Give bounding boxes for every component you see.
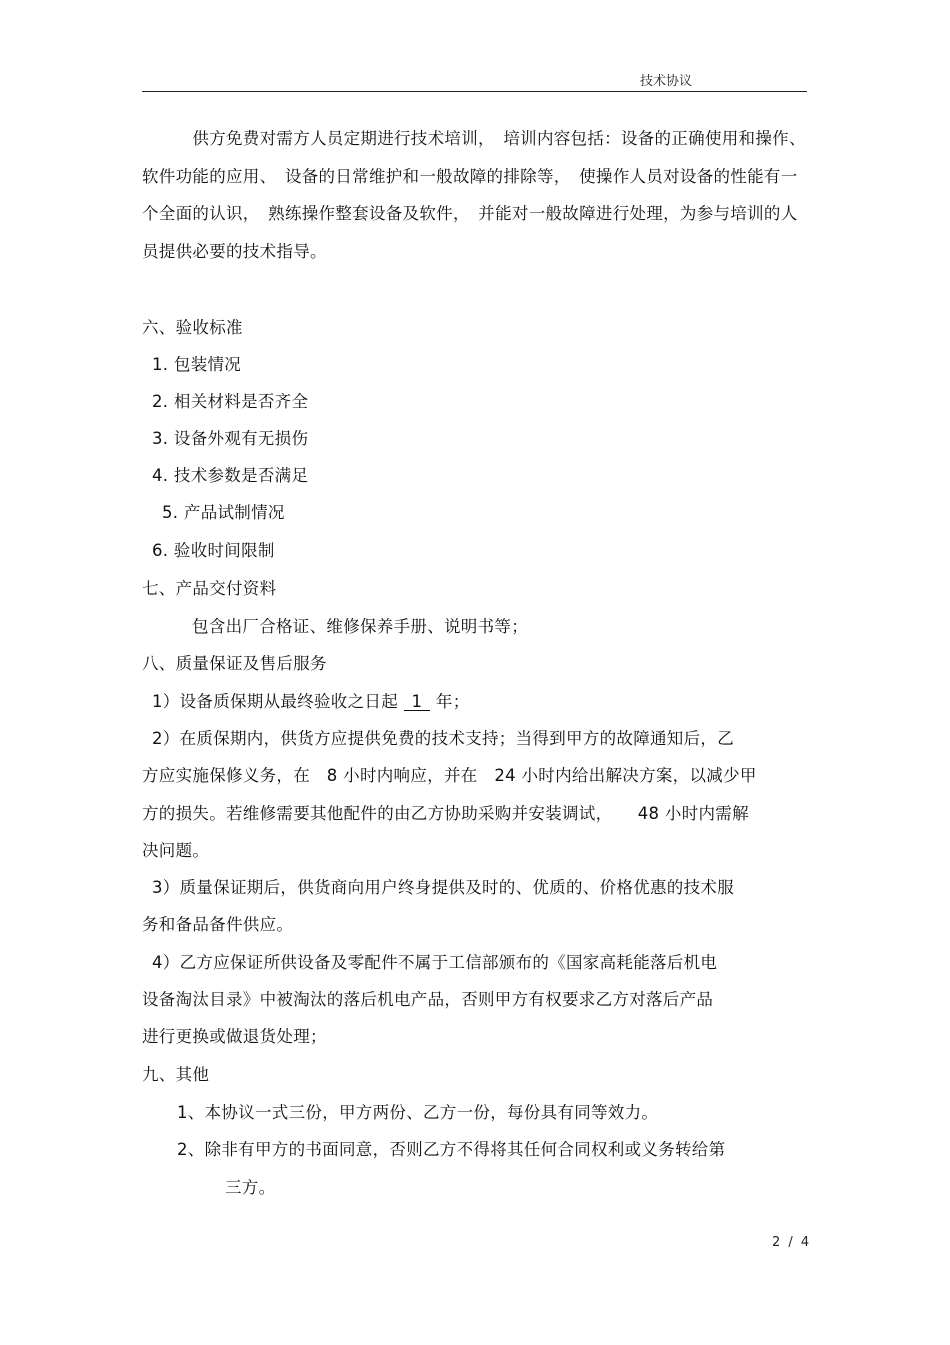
warranty-item-3-line-2: 务和备品备件供应。 (142, 915, 294, 934)
section-heading-other: 九、其他 (142, 1065, 210, 1084)
warranty-item-3-line-1: 3）质量保证期后，供货商向用户终身提供及时的、优质的、价格优惠的技术服 (152, 878, 734, 897)
other-item-2-line-1: 2、除非有甲方的书面同意，否则乙方不得将其任何合同权利或义务转给第 (177, 1140, 726, 1159)
list-item: 2. 相关材料是否齐全 (152, 392, 309, 411)
warranty-period-value: 1 (404, 694, 431, 711)
section-heading-acceptance: 六、验收标准 (142, 318, 243, 337)
warranty-item-4-line-3: 进行更换或做退货处理； (142, 1027, 327, 1046)
warranty-item-2-line-1: 2）在质保期内，供货方应提供免费的技术支持；当得到甲方的故障通知后，乙 (152, 729, 734, 748)
section-heading-delivery: 七、产品交付资料 (142, 579, 277, 598)
delivery-text: 包含出厂合格证、维修保养手册、说明书等； (192, 617, 528, 636)
section-heading-warranty: 八、质量保证及售后服务 (142, 654, 327, 673)
warranty-item-4-line-1: 4）乙方应保证所供设备及零配件不属于工信部颁布的《国家高耗能落后机电 (152, 953, 718, 972)
list-item: 3. 设备外观有无损伤 (152, 429, 309, 448)
list-item: 1. 包装情况 (152, 355, 242, 374)
warranty-item-2-line-4: 决问题。 (142, 841, 210, 860)
other-item-2-line-2: 三方。 (225, 1178, 276, 1197)
list-item: 5. 产品试制情况 (162, 503, 285, 522)
header-rule (142, 91, 807, 92)
other-item-1: 1、本协议一式三份，甲方两份、乙方一份，每份具有同等效力。 (177, 1103, 659, 1122)
warranty-item-1-suffix: 年； (435, 692, 470, 711)
page-number: 2 / 4 (772, 1235, 812, 1250)
warranty-item-1 (152, 688, 470, 712)
list-item: 6. 验收时间限制 (152, 541, 275, 560)
warranty-item-2-line-2: 方应实施保修义务，在 8 小时内响应，并在 24 小时内给出解决方案，以减少甲 (142, 766, 757, 785)
warranty-item-4-line-2: 设备淘汰目录》中被淘汰的落后机电产品，否则甲方有权要求乙方对落后产品 (142, 990, 714, 1009)
training-paragraph: 供方免费对需方人员定期进行技术培训， 培训内容包括：设备的正确使用和操作、软件功能的应用、 设备的日常维护和一般故障的排除等， 使操作人员对设备的性能有一个全面的认识， 熟练操作整套设备及软件， 并能对一般故障进行处理，为参与培训的人员提供必要的技术指导。 (142, 129, 806, 261)
list-item: 4. 技术参数是否满足 (152, 466, 309, 485)
header-title: 技术协议 (640, 74, 693, 89)
warranty-item-1-text: 1）设备质保期从最终验收之日起 (152, 692, 398, 711)
warranty-item-2-line-3: 方的损失。若维修需要其他配件的由乙方协助采购并安装调试， 48 小时内需解 (142, 804, 749, 823)
